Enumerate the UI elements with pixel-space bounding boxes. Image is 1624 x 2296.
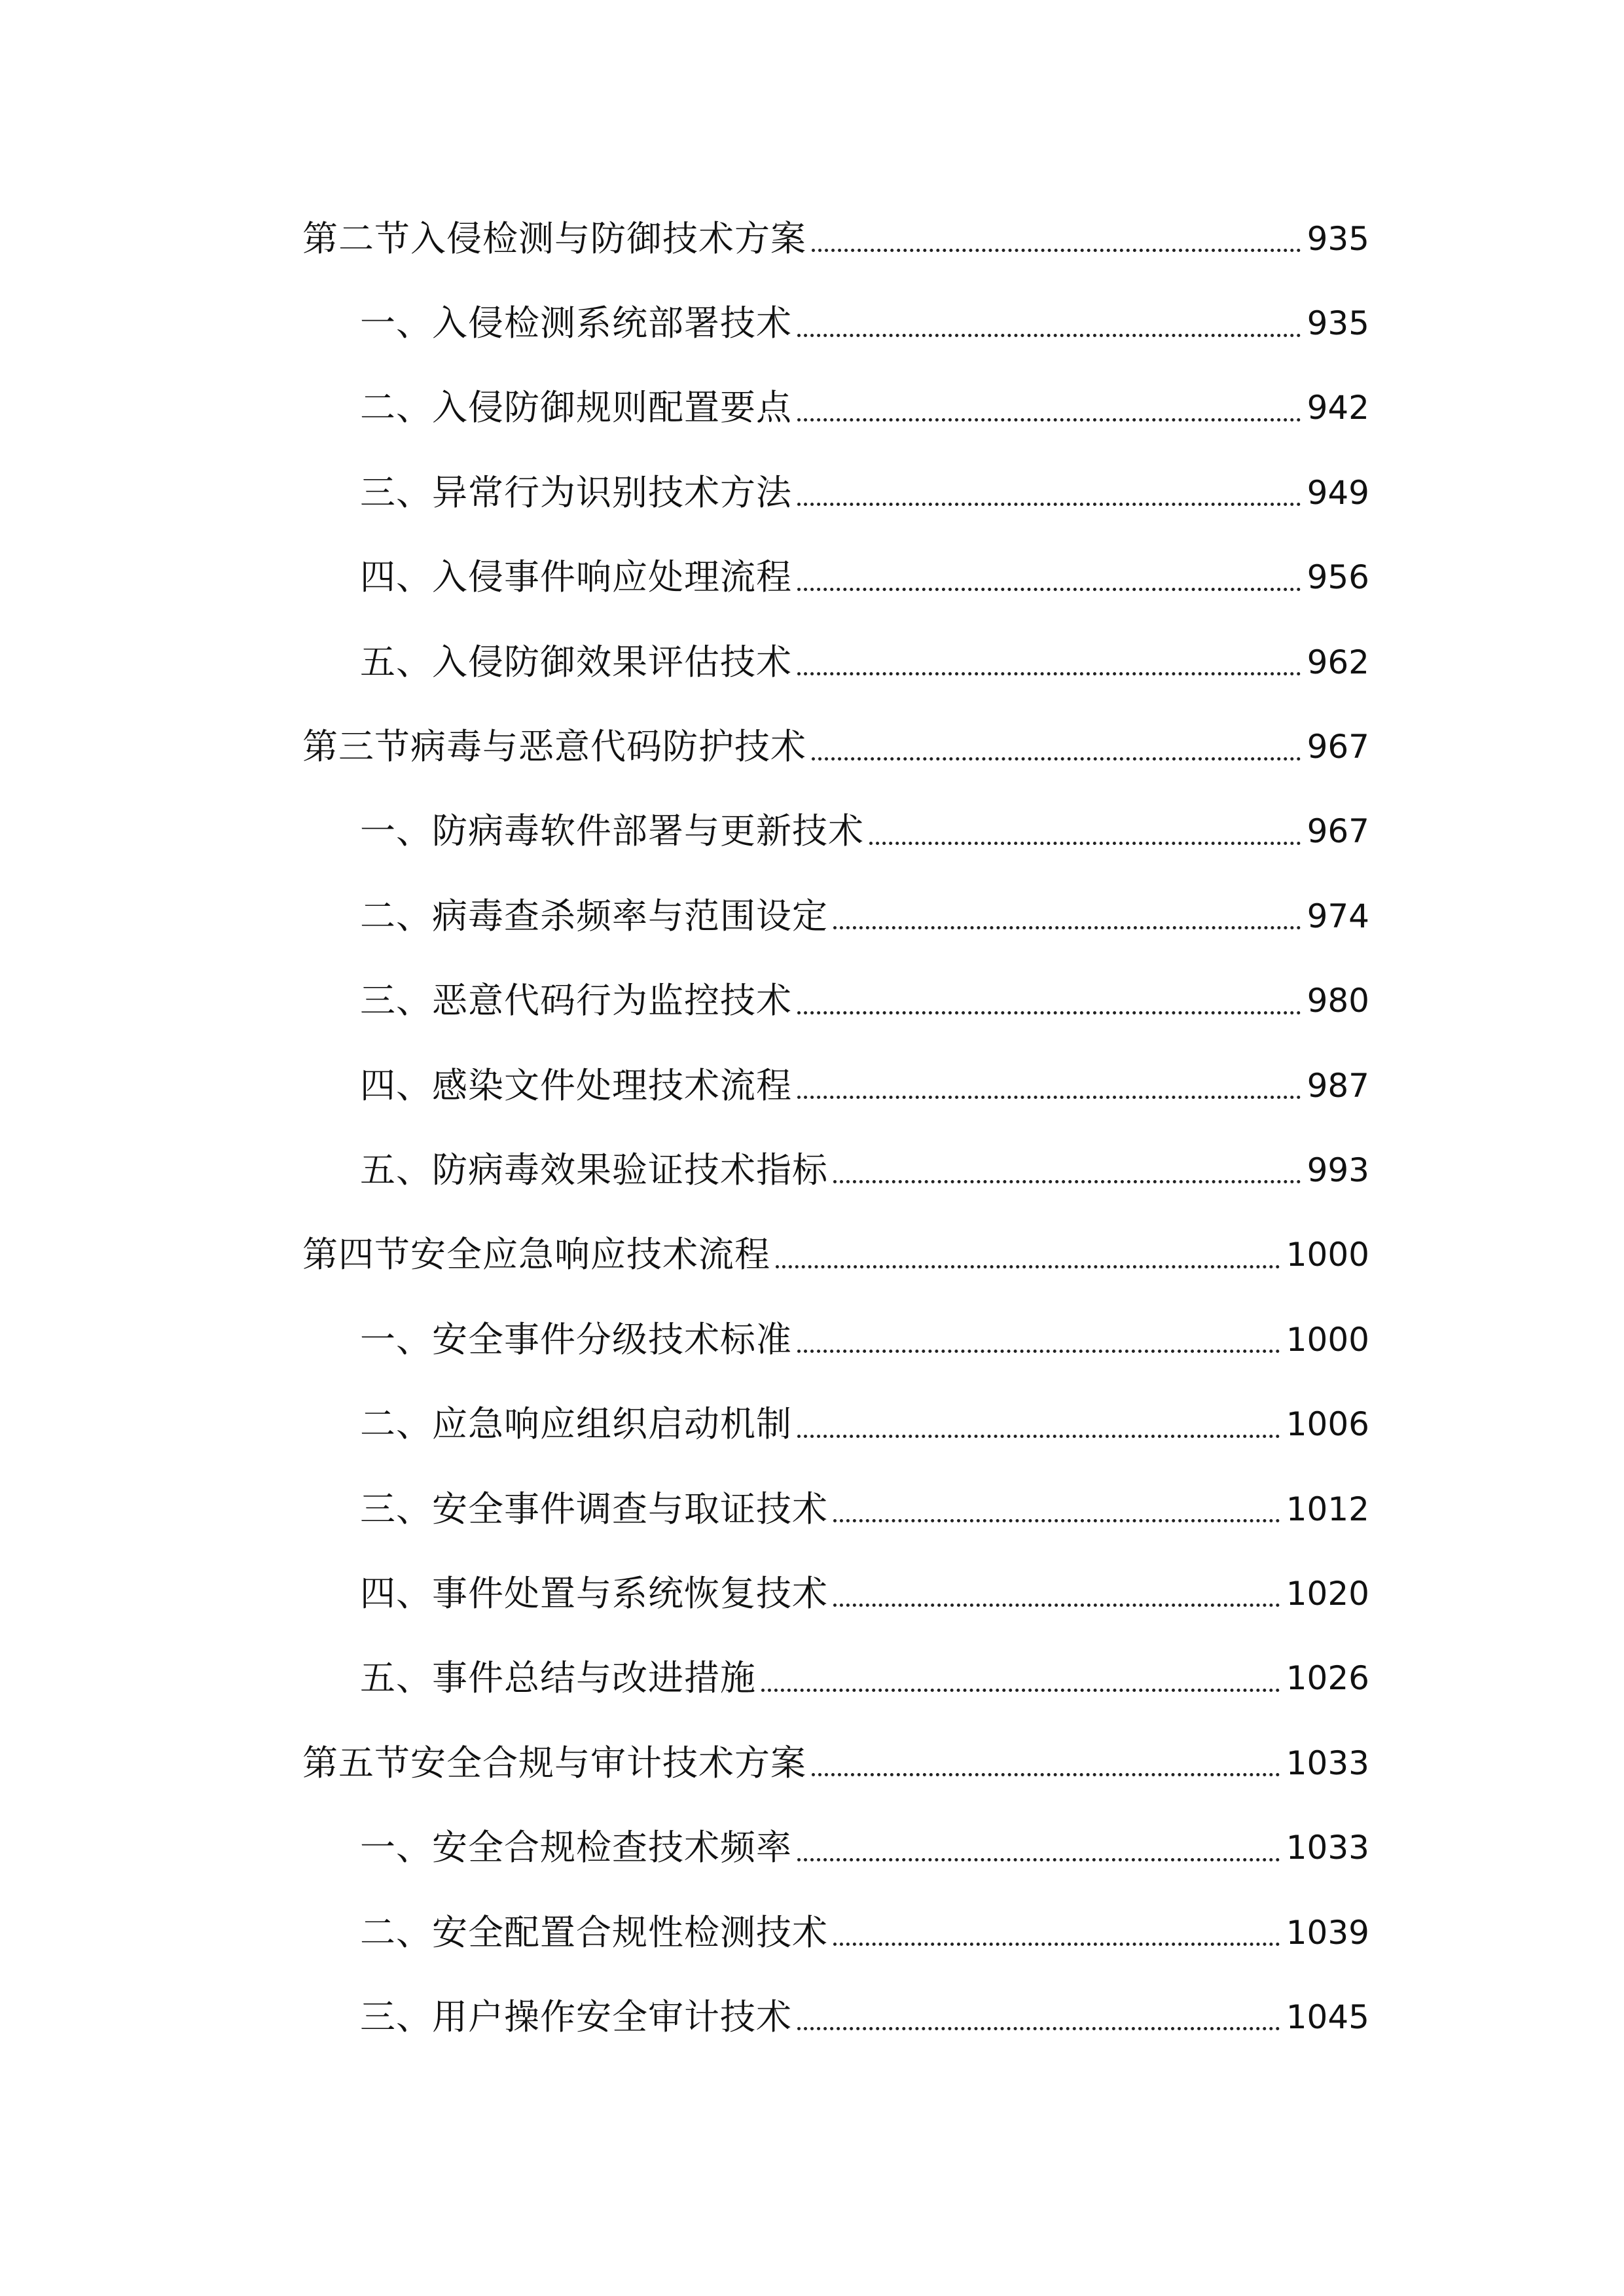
toc-entry-title: 第二节入侵检测与防御技术方案: [302, 217, 806, 259]
toc-entry-title: 二、安全配置合规性检测技术: [360, 1911, 828, 1953]
toc-entry-section-5[interactable]: [302, 1721, 1369, 1805]
toc-page-number: 1020: [1286, 1574, 1369, 1613]
toc-entry[interactable]: [302, 281, 1369, 365]
toc-dot-leader: [797, 2027, 1280, 2030]
toc-dot-leader: [776, 1265, 1280, 1268]
toc-dot-leader: [797, 1011, 1301, 1014]
toc-entry[interactable]: [302, 1551, 1369, 1636]
toc-entry-title: 三、用户操作安全审计技术: [360, 1996, 792, 2037]
toc-entry[interactable]: [302, 959, 1369, 1043]
toc-dot-leader: [797, 1858, 1280, 1861]
toc-dot-leader: [797, 418, 1301, 422]
toc-page-number: 967: [1307, 728, 1369, 766]
toc-page-number: 942: [1307, 389, 1369, 427]
toc-entry[interactable]: [302, 620, 1369, 704]
toc-dot-leader: [797, 588, 1301, 591]
toc-entry-section-4[interactable]: [302, 1213, 1369, 1297]
toc-page-number: 935: [1307, 219, 1369, 258]
toc-entry-section-2[interactable]: [302, 196, 1369, 281]
toc-entry-title: 第五节安全合规与审计技术方案: [302, 1742, 806, 1784]
toc-entry[interactable]: [302, 1043, 1369, 1128]
toc-dot-leader: [797, 672, 1301, 675]
toc-dot-leader: [797, 503, 1301, 506]
toc-entry-title: 第四节安全应急响应技术流程: [302, 1234, 770, 1276]
toc-dot-leader: [833, 926, 1301, 929]
toc-entry[interactable]: [302, 789, 1369, 874]
toc-entry-title: 三、异常行为识别技术方法: [360, 471, 792, 513]
toc-entry-title: 一、安全合规检查技术频率: [360, 1827, 792, 1869]
toc-dot-leader: [869, 842, 1301, 845]
toc-dot-leader: [812, 757, 1301, 761]
toc-page-number: 993: [1307, 1151, 1369, 1189]
toc-page-number: 935: [1307, 304, 1369, 343]
toc-page-number: 962: [1307, 643, 1369, 681]
toc-entry-title: 三、安全事件调查与取证技术: [360, 1488, 828, 1530]
toc-dot-leader: [797, 1350, 1280, 1353]
toc-page-number: 956: [1307, 558, 1369, 597]
toc-page-number: 1006: [1286, 1405, 1369, 1444]
toc-page-number: 980: [1307, 982, 1369, 1020]
toc-entry[interactable]: [302, 366, 1369, 450]
toc-dot-leader: [833, 1180, 1301, 1183]
toc-entry-title: 四、感染文件处理技术流程: [360, 1064, 792, 1106]
toc-entry[interactable]: [302, 1975, 1369, 2059]
toc-entry-section-3[interactable]: [302, 704, 1369, 789]
toc-page-number: 1000: [1286, 1236, 1369, 1274]
toc-entry[interactable]: [302, 1467, 1369, 1551]
toc-entry-title: 五、事件总结与改进措施: [360, 1657, 756, 1699]
toc-entry-title: 一、防病毒软件部署与更新技术: [360, 810, 864, 852]
toc-page-number: 1000: [1286, 1320, 1369, 1359]
toc-dot-leader: [812, 1773, 1280, 1776]
toc-page-number: 949: [1307, 473, 1369, 512]
toc-dot-leader: [833, 1943, 1280, 1946]
toc-page-number: 1033: [1286, 1744, 1369, 1782]
toc-page-number: 1012: [1286, 1490, 1369, 1528]
toc-entry-title: 二、病毒查杀频率与范围设定: [360, 895, 828, 937]
toc-entry-title: 二、应急响应组织启动机制: [360, 1403, 792, 1445]
toc-entry[interactable]: [302, 1382, 1369, 1466]
toc-entry-title: 三、恶意代码行为监控技术: [360, 980, 792, 1022]
toc-entry-title: 四、入侵事件响应处理流程: [360, 556, 792, 598]
toc-entry[interactable]: [302, 1297, 1369, 1382]
toc-entry-title: 一、入侵检测系统部署技术: [360, 302, 792, 344]
toc-entry[interactable]: [302, 874, 1369, 958]
table-of-contents: [302, 196, 1369, 2060]
toc-dot-leader: [761, 1689, 1280, 1692]
toc-page-number: 1039: [1286, 1913, 1369, 1952]
toc-dot-leader: [797, 334, 1301, 337]
toc-entry-title: 四、事件处置与系统恢复技术: [360, 1572, 828, 1614]
toc-entry[interactable]: [302, 1805, 1369, 1890]
toc-entry-title: 五、防病毒效果验证技术指标: [360, 1149, 828, 1191]
toc-page-number: 967: [1307, 812, 1369, 851]
toc-entry[interactable]: [302, 1128, 1369, 1212]
toc-entry-title: 二、入侵防御规则配置要点: [360, 387, 792, 429]
toc-entry[interactable]: [302, 450, 1369, 535]
toc-dot-leader: [797, 1096, 1301, 1099]
toc-entry-title: 一、安全事件分级技术标准: [360, 1318, 792, 1360]
toc-page-number: 1045: [1286, 1998, 1369, 2036]
toc-dot-leader: [812, 249, 1301, 252]
toc-entry-title: 第三节病毒与恶意代码防护技术: [302, 726, 806, 768]
toc-entry-title: 五、入侵防御效果评估技术: [360, 641, 792, 683]
toc-page-number: 1026: [1286, 1659, 1369, 1698]
toc-entry[interactable]: [302, 1890, 1369, 1975]
toc-entry[interactable]: [302, 535, 1369, 620]
toc-page-number: 987: [1307, 1066, 1369, 1105]
toc-entry[interactable]: [302, 1636, 1369, 1721]
toc-dot-leader: [797, 1435, 1280, 1438]
toc-dot-leader: [833, 1604, 1280, 1607]
toc-dot-leader: [833, 1519, 1280, 1522]
toc-page-number: 974: [1307, 897, 1369, 935]
toc-page-number: 1033: [1286, 1829, 1369, 1867]
